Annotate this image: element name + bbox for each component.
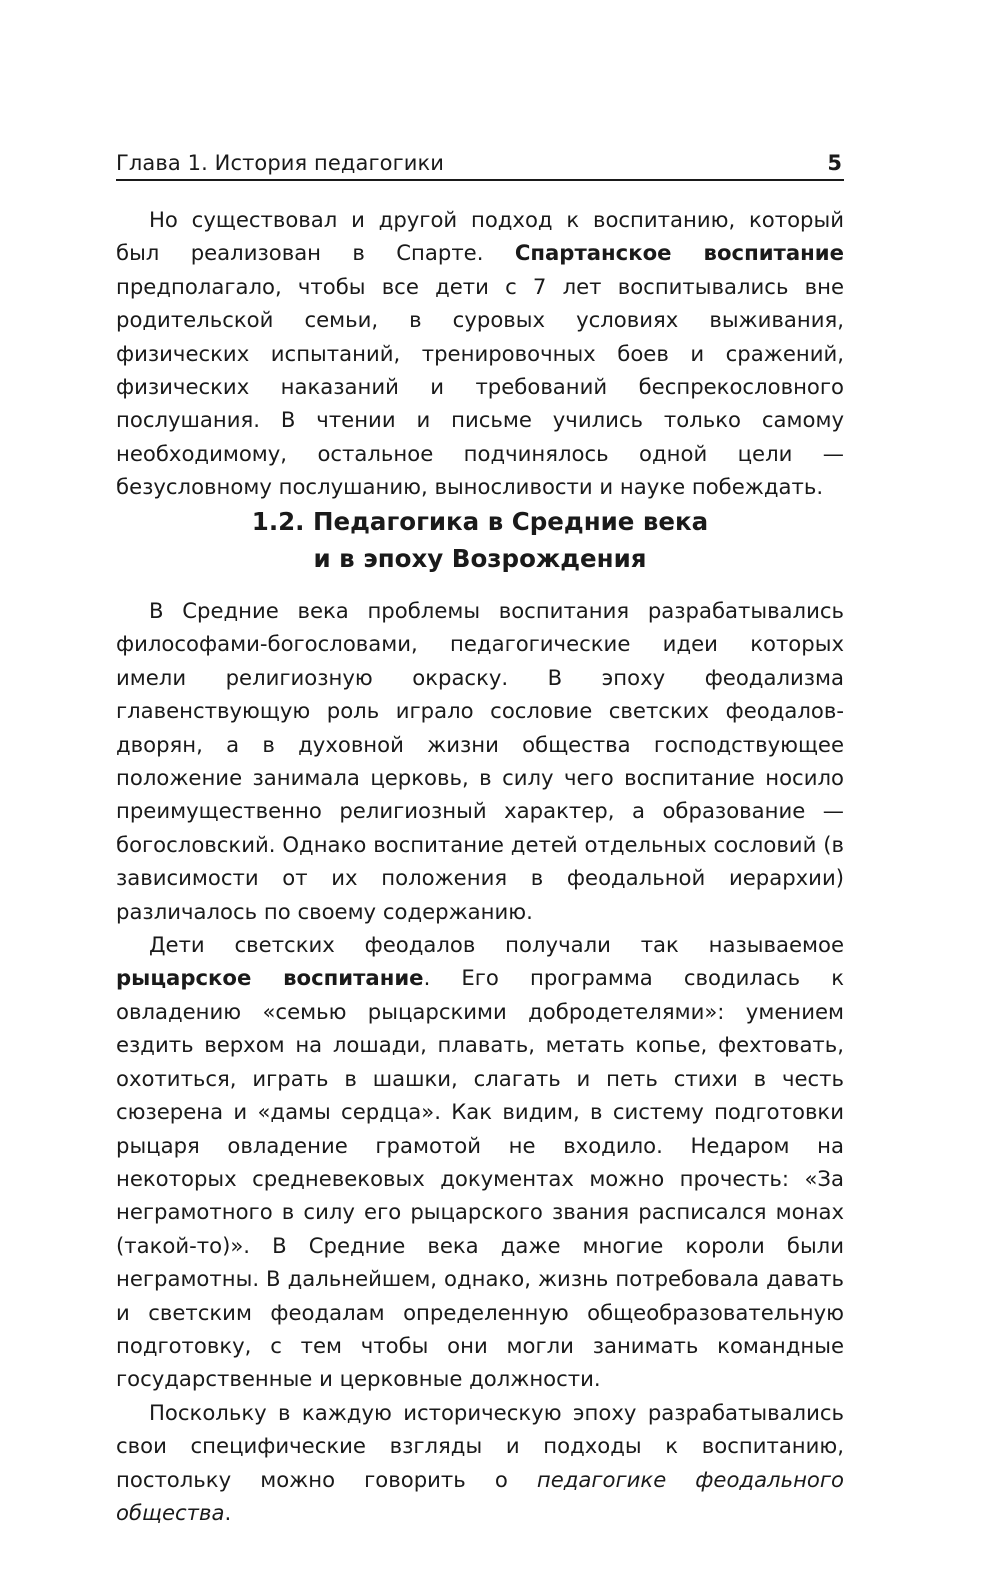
paragraph-feudal-pedagogy [116,1396,844,1530]
bold-term-knightly-education: рыцарское воспитание [116,965,424,991]
paragraph-text: Дети светских феодалов получали так называемое [149,932,844,958]
paragraph-text: Но существовал и другой подход к воспитанию, который был реализован в Спарте. [116,207,844,266]
italic-term-feudal-pedagogy: педагогике феодального общества [116,1466,844,1525]
bold-term-spartan-education: Спартанское воспитание [514,240,844,266]
paragraph-text: предполагало, чтобы все дети с 7 лет воспитывались вне родительской семьи, в суровых условиях выживания, физических испытаний, тренировочных боев и сражений, физических наказаний и требований беспрекословного послушания. В чтении и письме учились только самому необходимому, остальное подчинялось одной цели — безусловному послушанию, выносливости и науке побеждать. [116,273,844,500]
chapter-title: Глава 1. История педагогики [116,151,444,175]
paragraph-knightly [116,928,844,1396]
paragraph-text: . [224,1499,232,1525]
header-rule [116,179,844,181]
page-number: 5 [827,151,842,175]
paragraph-text: Поскольку в каждую историческую эпоху разрабатывались свои специфические взгляды и подходы к воспитанию, постольку можно говорить о [116,1399,844,1492]
paragraph-text: . Его программа сводилась к овладению «семью рыцарскими добродетелями»: умением ездить верхом на лошади, плавать, метать копье, фехтовать, охотиться, играть в шашки, слагать и петь стихи в честь сюзерена и «дамы сердца». Как видим, в систему подготовки рыцаря овладение грамотой не входило. Недаром на некоторых средневековых документах можно прочесть: «За неграмотного в силу его рыцарского звания расписался монах (такой-то)». В Средние века даже многие короли были неграмотны. В дальнейшем, однако, жизнь потребовала давать и светским феодалам определенную общеобразовательную подготовку, с тем чтобы они могли занимать командные государственные и церковные должности. [116,965,844,1392]
book-page [116,0,844,1579]
section-heading [116,503,844,577]
section-heading-line-2: и в эпоху Возрождения [313,544,647,573]
text-block-sparta [116,203,844,504]
section-heading-line-1: 1.2. Педагогика в Средние века [251,507,709,536]
text-block-middle-ages [116,594,844,1529]
paragraph-middle-ages: В Средние века проблемы воспитания разрабатывались философами-богословами, педагогические идеи которых имели религиозную окраску. В эпоху феодализма главенствующую роль играло сословие светских феодалов-дворян, а в духовной жизни общества господствующее положение занимала церковь, в силу чего воспитание носило преимущественно религиозный характер, а образование — богословский. Однако воспитание детей отдельных сословий (в зависимости от их положения в феодальной иерархии) различалось по своему содержанию. [116,598,844,924]
paragraph-sparta [116,203,844,504]
running-head [116,140,844,178]
